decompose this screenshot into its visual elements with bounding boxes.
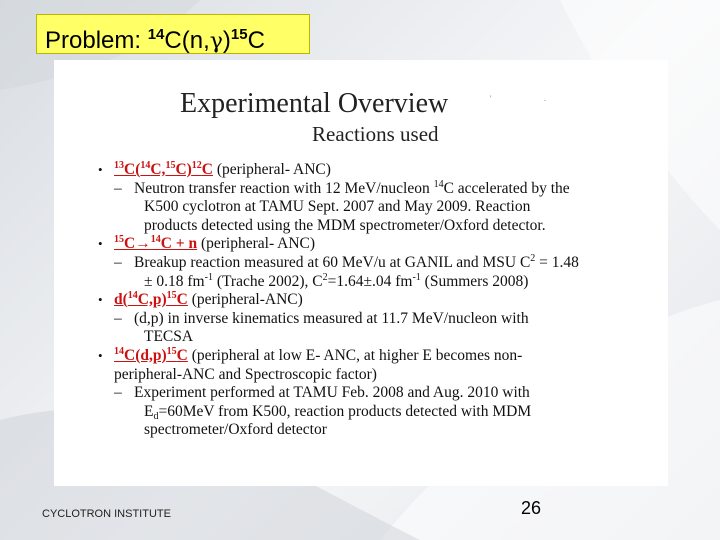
reaction-detail: $E_d=60MeV$ from K500, reaction products detected with MDM <box>144 402 532 422</box>
reaction-label: $d(^{14}C,p)^{15}C$ <box>114 290 188 309</box>
reaction-item <box>96 235 656 254</box>
reaction-label: $^{13}C(^{14}C,^{15}C)^{12}C$ <box>114 160 213 178</box>
reaction-detail: K500 cyclotron at TAMU Sept. 2007 and May 2009. Reaction <box>144 198 531 216</box>
reaction-item <box>96 347 656 366</box>
dash-icon: – <box>114 179 122 197</box>
slide-title: Problem: $^{14}C(n,\gamma)^{15}C$ <box>36 14 310 54</box>
reaction-detail: – (d,p) in inverse kinematics measured at 11.7 MeV/nucleon with <box>114 309 529 327</box>
bullet-icon: • <box>98 292 103 308</box>
bullet-icon: • <box>98 162 103 177</box>
reaction-note: (peripheral at low E- ANC, at higher E becomes non- <box>187 346 523 364</box>
reaction-detail: spectrometer/Oxford detector <box>144 421 327 439</box>
reaction-detail: ± 0.18 $fm^{-1}$ (Trache 2002), $C^2=1.64\pm.04$ $fm^{-1}$ (Summers 2008) <box>144 271 529 290</box>
reaction-note: (peripheral- ANC) <box>197 235 316 253</box>
reaction-item <box>96 291 656 310</box>
reaction-note: (peripheral-ANC) <box>187 291 303 309</box>
dash-icon: – <box>114 253 122 271</box>
reaction-list <box>96 161 656 440</box>
page-number: 26 <box>521 498 542 518</box>
reaction-label: $^{14}C(d,p)^{15}C$ <box>114 345 188 364</box>
reaction-note-cont: peripheral-ANC and Spectroscopic factor) <box>114 365 377 383</box>
reaction-detail: – Breakup reaction measured at 60 MeV/u at GANIL and MSU $C^2 = 1.48$ <box>114 252 579 271</box>
reaction-detail: TECSA <box>144 328 194 346</box>
reaction-detail: – Experiment performed at TAMU Feb. 2008 and Aug. 2010 with <box>114 384 530 402</box>
reaction-note: (peripheral- ANC) <box>213 161 331 178</box>
reaction-label: $^{15}$C→$^{14}$C + n <box>114 234 198 253</box>
bullet-icon: • <box>98 236 103 252</box>
reaction-detail: products detected using the MDM spectrometer/Oxford detector. <box>144 216 546 234</box>
bullet-icon: • <box>98 347 103 363</box>
dash-icon: – <box>114 384 122 402</box>
embedded-slide-image: ' . Experimental Overview Reactions used • $^{13}C(^{14}C,^{15}C)^{12}C$ (peripheral- ANC) – Neutron transfer reaction with 12 MeV/nucleon $^{14}$C accelerated by the K500 cyclotron at TAMU Sept. 2007 and May 2009. Reaction products detected using the MDM spectrometer/Oxford detector. • $^{15}$C→$^{14}$C + n (peripheral- ANC) – Breakup reaction measured at 60 MeV/u at GANIL and MSU $C^2 = 1.48$ ± 0.18 $fm^{-1}$ (Trache 2002), $C^2=1.64\pm.04$ $fm^{-1}$ (Summers 2008) • $d(^{14}C,p)^{15}C$ (peripheral-ANC) – (d,p) in inverse kinematics measured at 11.7 MeV/nucleon with TECSA • $^{14}C(d,p)^{15}C$ (peripheral at low E- ANC, at higher E becomes non- peripheral-ANC and Spectroscopic factor) – Experiment performed at TAMU Feb. 2008 and Aug. 2010 with $E_d=60MeV$ from K500, reaction products detected with MDM spectrometer/Oxford detector <box>54 60 668 486</box>
image-title: Experimental Overview <box>180 88 449 119</box>
image-subtitle: Reactions used <box>312 122 439 146</box>
footer-institute: CYCLOTRON INSTITUTE <box>42 508 171 520</box>
dash-icon: – <box>114 309 122 327</box>
reaction-item <box>96 161 656 180</box>
reaction-detail: – Neutron transfer reaction with 12 MeV/nucleon $^{14}$C accelerated by the <box>114 178 570 197</box>
